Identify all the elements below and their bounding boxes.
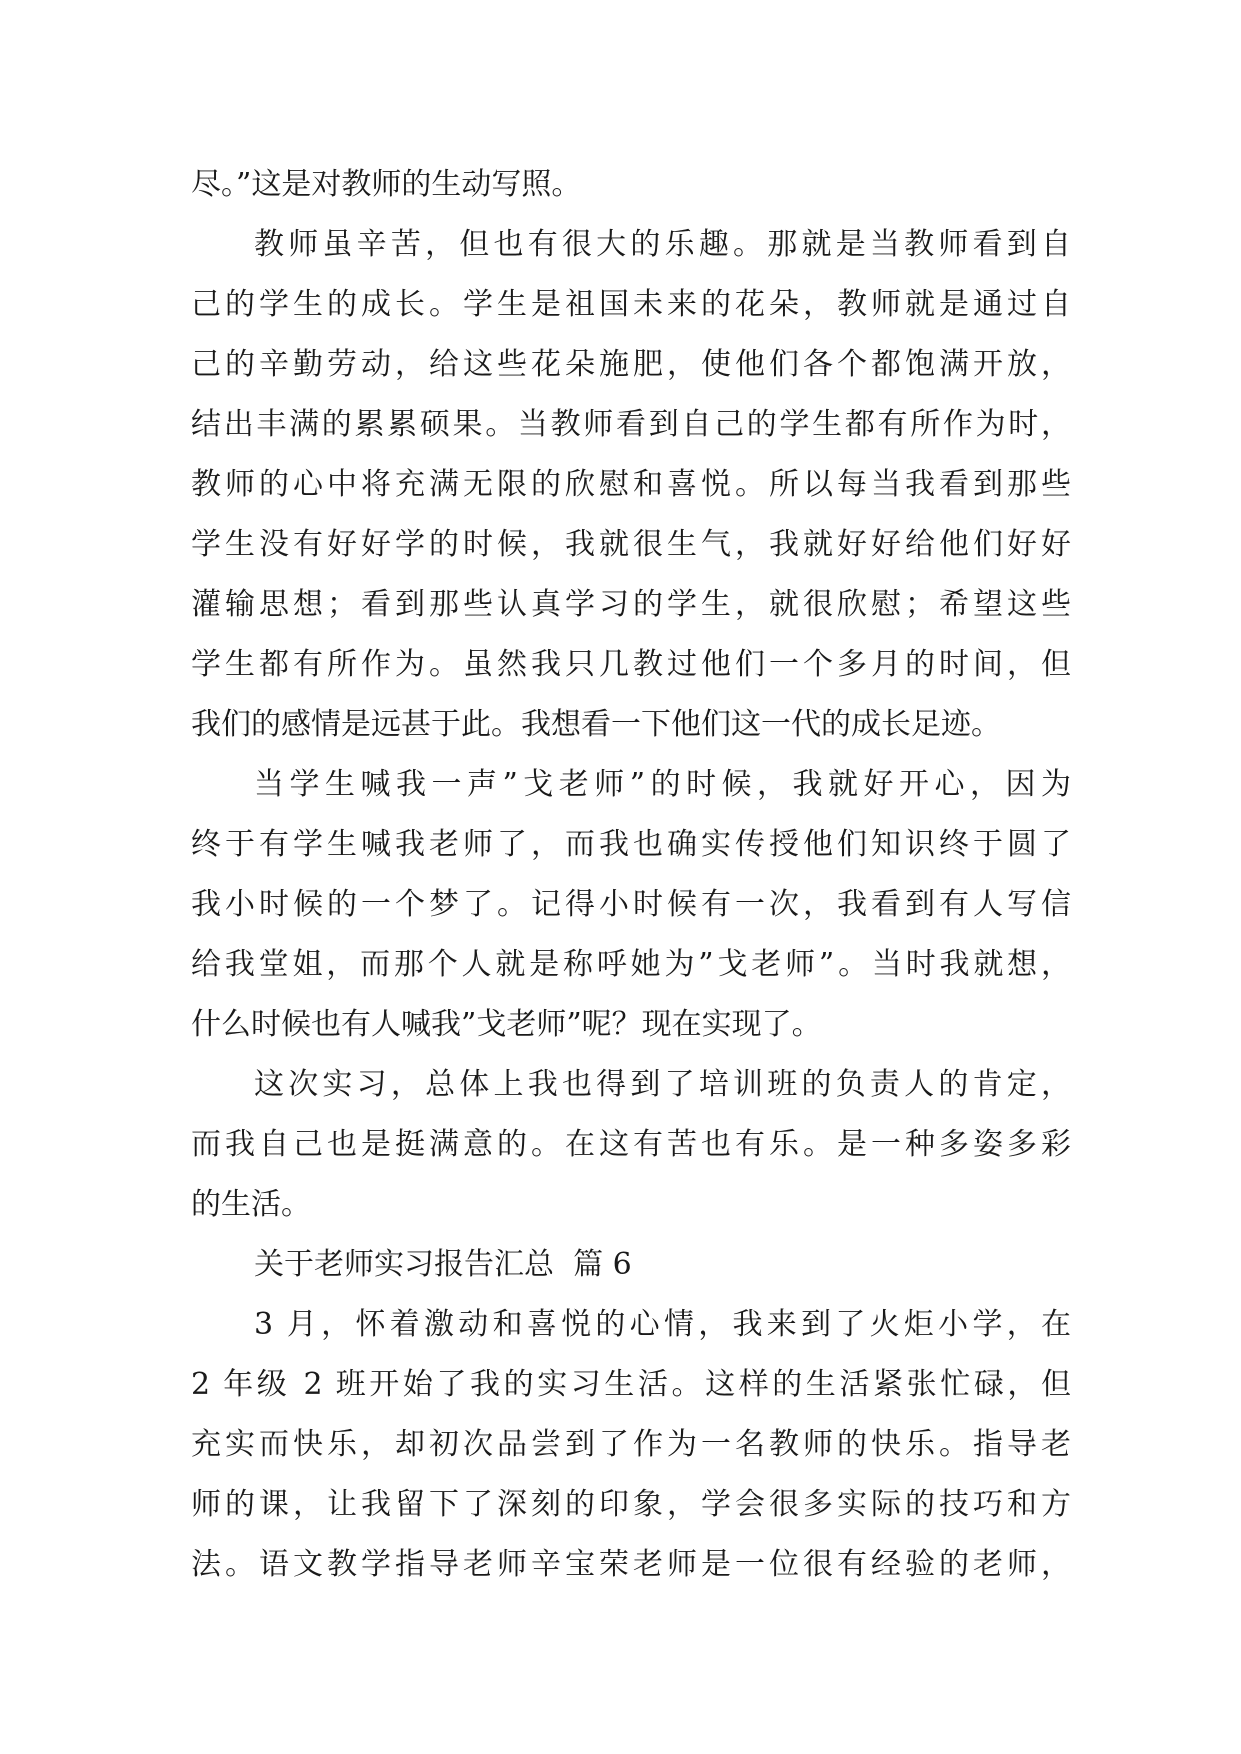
text-line: 3 月，怀着激动和喜悦的心情，我来到了火炬小学，在 [254,1307,1071,1342]
text-line: 充实而快乐，却初次品尝到了作为一名教师的快乐。指导老 [191,1427,1071,1462]
text-line: 2 年级 2 班开始了我的实习生活。这样的生活紧张忙碌，但 [191,1367,1071,1402]
text-line: 法。语文教学指导老师辛宝荣老师是一位很有经验的老师， [191,1547,1071,1582]
text-line: 我们的感情是远甚于此。我想看一下他们这一代的成长足迹。 [191,707,1001,742]
text-line: 学生都有所作为。虽然我只几教过他们一个多月的时间，但 [191,647,1071,682]
text-line: 灌输思想；看到那些认真学习的学生，就很欣慰；希望这些 [191,587,1071,622]
text-line: 的生活。 [191,1187,311,1222]
text-line: 什么时候也有人喊我”戈老师”呢？现在实现了。 [191,1007,822,1042]
text-line: 师的课，让我留下了深刻的印象，学会很多实际的技巧和方 [191,1487,1071,1522]
text-line: 教师的心中将充满无限的欣慰和喜悦。所以每当我看到那些 [191,467,1071,502]
text-line: 终于有学生喊我老师了，而我也确实传授他们知识终于圆了 [191,827,1071,862]
text-line: 教师虽辛苦，但也有很大的乐趣。那就是当教师看到自 [254,227,1071,262]
text-line: 结出丰满的累累硕果。当教师看到自己的学生都有所作为时， [191,407,1071,442]
text-line: 学生没有好好学的时候，我就很生气，我就好好给他们好好 [191,527,1071,562]
text-line: 己的学生的成长。学生是祖国未来的花朵，教师就是通过自 [191,287,1071,322]
text-line: 而我自己也是挺满意的。在这有苦也有乐。是一种多姿多彩 [191,1127,1071,1162]
text-line: 我小时候的一个梦了。记得小时候有一次，我看到有人写信 [191,887,1071,922]
text-line: 己的辛勤劳动，给这些花朵施肥，使他们各个都饱满开放， [191,347,1071,382]
text-line: 关于老师实习报告汇总 篇 6 [254,1247,632,1282]
text-line: 这次实习，总体上我也得到了培训班的负责人的肯定， [254,1067,1071,1102]
text-line: 给我堂姐，而那个人就是称呼她为”戈老师”。当时我就想， [191,947,1071,982]
text-line: 尽。”这是对教师的生动写照。 [191,167,582,202]
text-line: 当学生喊我一声”戈老师”的时候，我就好开心，因为 [254,767,1071,802]
body-text [191,155,1071,1595]
